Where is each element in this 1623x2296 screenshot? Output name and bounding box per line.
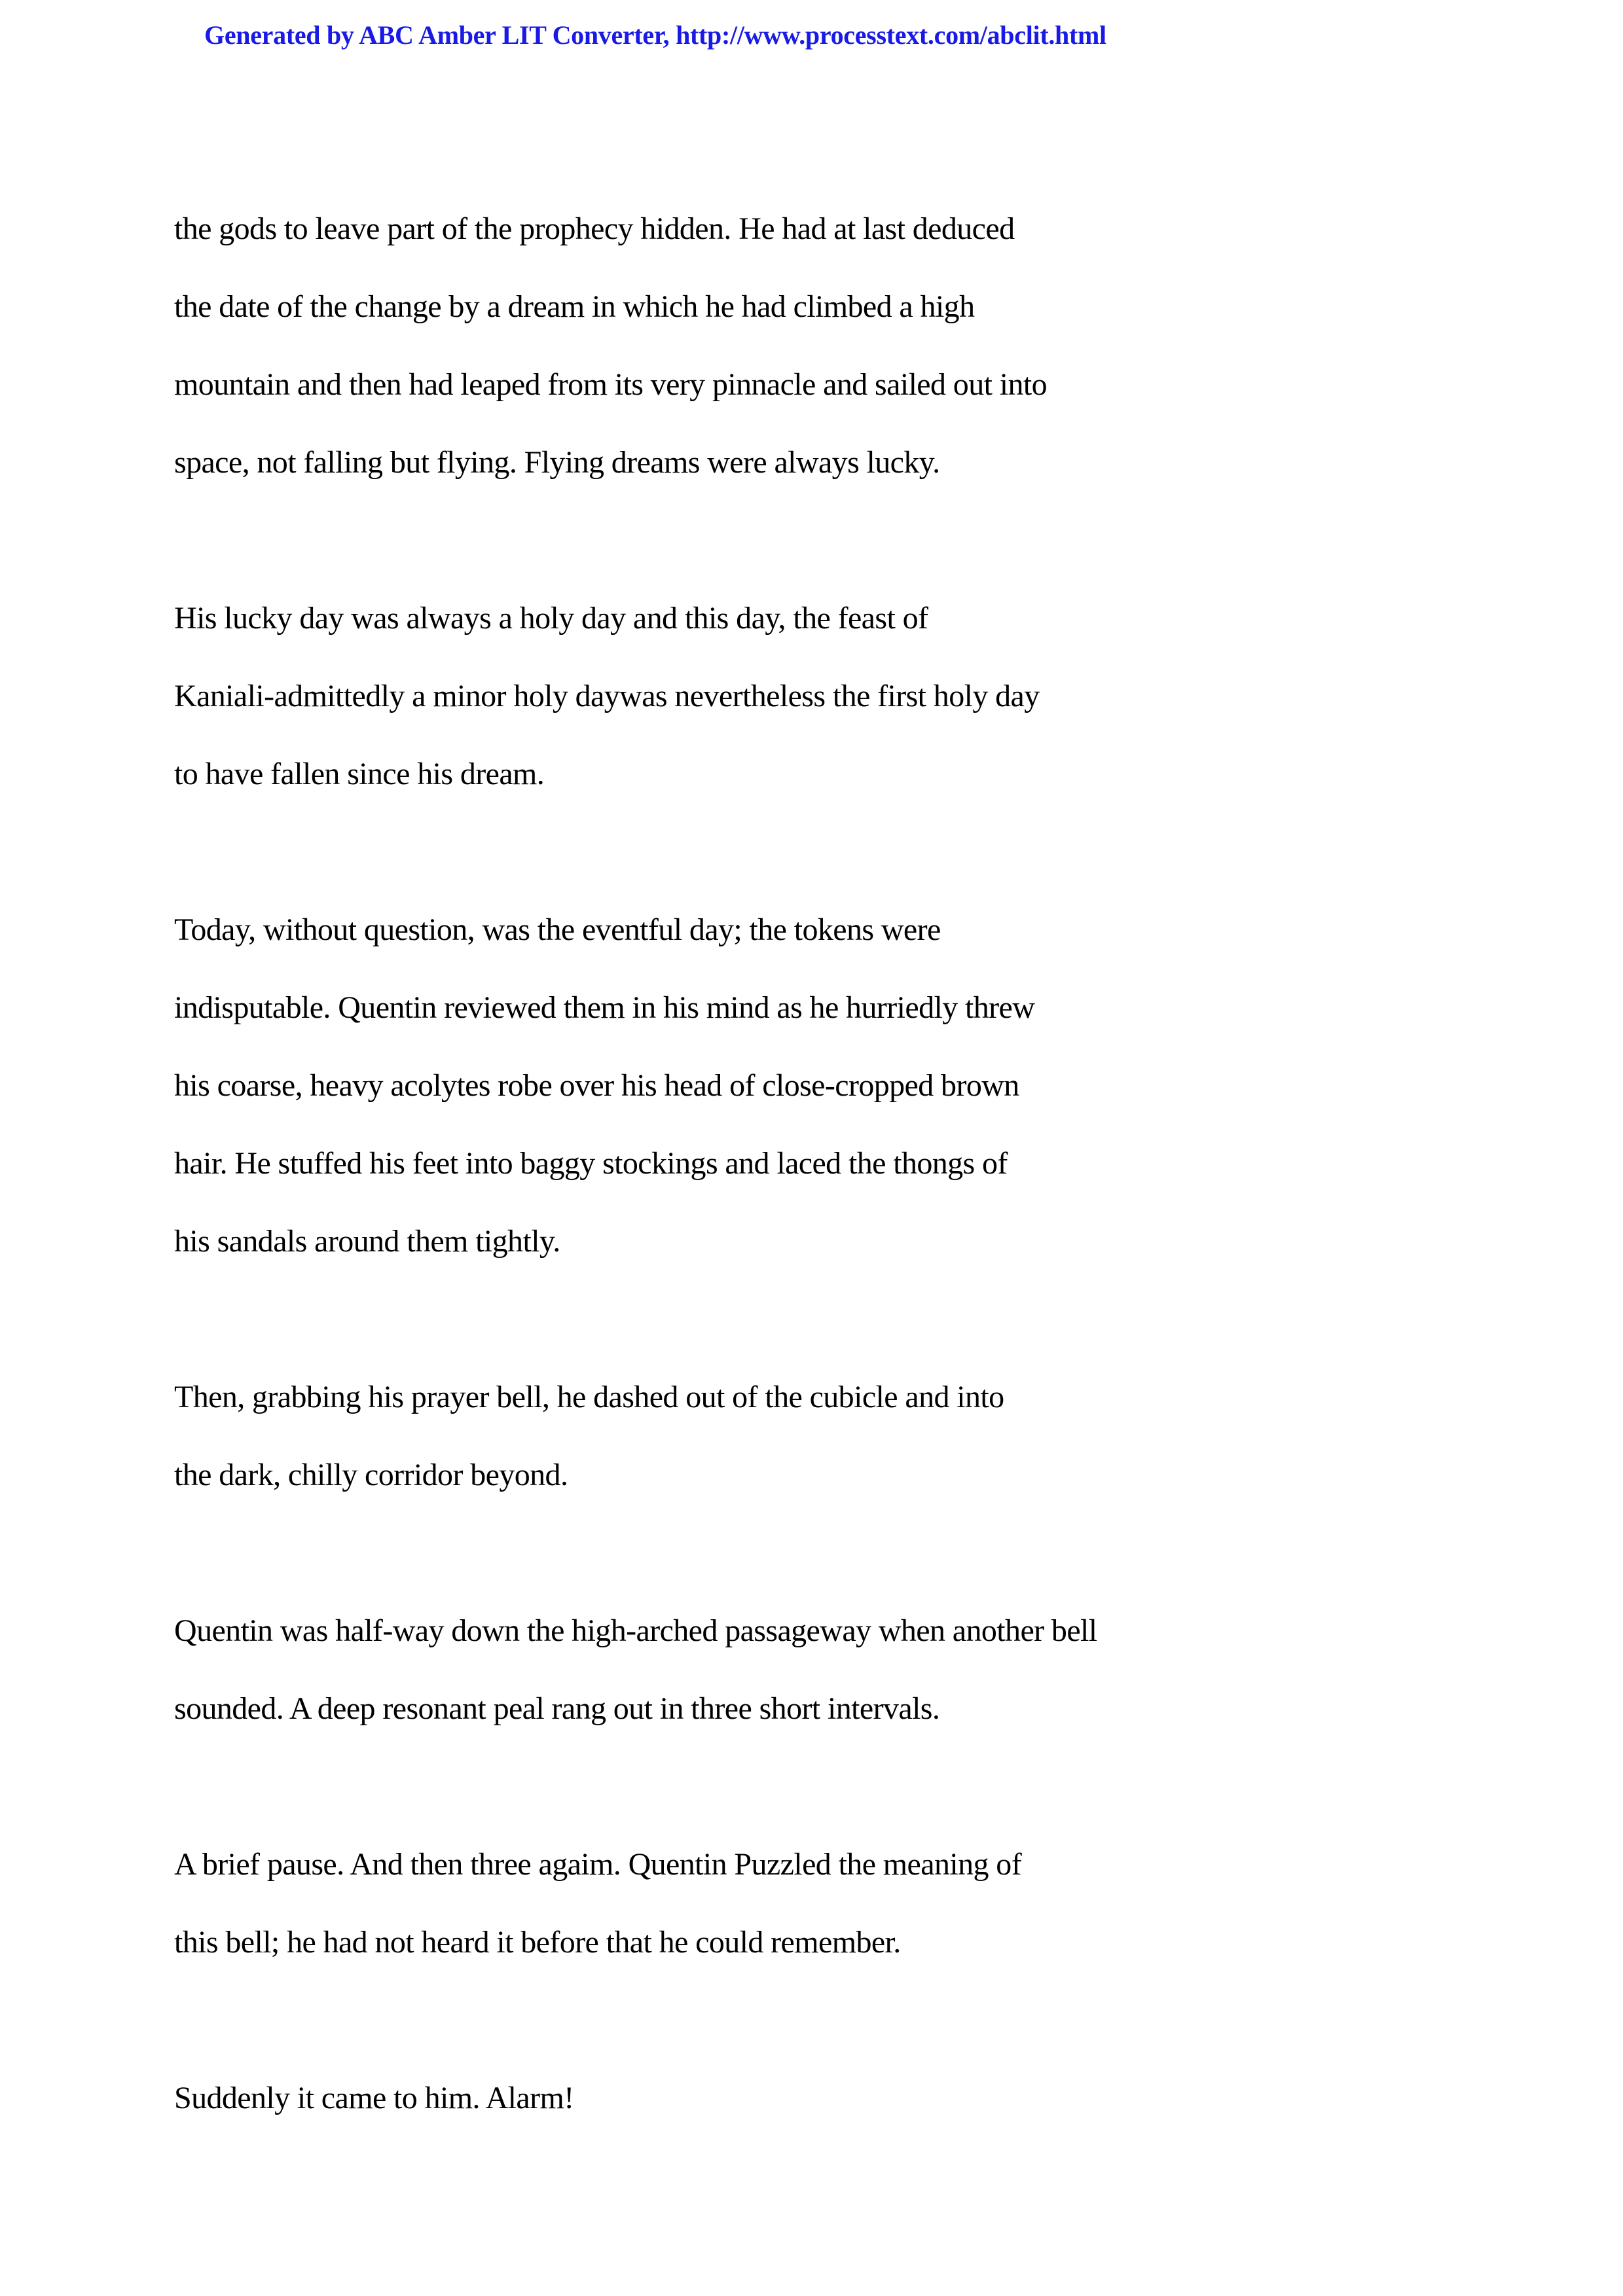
text-line: space, not falling but flying. Flying dreams were always lucky. [174, 445, 940, 480]
paragraph-gap [174, 813, 1353, 891]
paragraph-gap [174, 1280, 1353, 1358]
text-line: the dark, chilly corridor beyond. [174, 1458, 568, 1492]
paragraph-gap [174, 1514, 1353, 1592]
text-line: Suddenly it came to him. Alarm! [174, 2081, 574, 2115]
paragraph-6 [174, 1825, 1353, 1981]
paragraph-3 [174, 891, 1353, 1280]
page-body [174, 190, 1353, 2137]
text-line: this bell; he had not heard it before that he could remember. [174, 1925, 901, 1960]
paragraph-4 [174, 1358, 1353, 1514]
text-line: Quentin was half-way down the high-arched passageway when another bell [174, 1613, 1097, 1648]
text-line: sounded. A deep resonant peal rang out in three short intervals. [174, 1691, 940, 1726]
text-line: Today, without question, was the eventful day; the tokens were [174, 912, 941, 947]
paragraph-gap [174, 1748, 1353, 1825]
paragraph-7 [174, 2059, 1353, 2137]
text-line: hair. He stuffed his feet into baggy stockings and laced the thongs of [174, 1146, 1008, 1181]
paragraph-2 [174, 579, 1353, 813]
paragraph-1 [174, 190, 1353, 501]
text-line: Kaniali-admittedly a minor holy daywas nevertheless the first holy day [174, 679, 1040, 713]
text-line: A brief pause. And then three agaim. Quentin Puzzled the meaning of [174, 1847, 1022, 1882]
text-line: to have fallen since his dream. [174, 757, 545, 791]
paragraph-gap [174, 1981, 1353, 2059]
paragraph-5 [174, 1592, 1353, 1748]
text-line: His lucky day was always a holy day and this day, the feast of [174, 601, 928, 636]
text-line: Then, grabbing his prayer bell, he dashed out of the cubicle and into [174, 1380, 1004, 1414]
text-line: his coarse, heavy acolytes robe over his head of close-cropped brown [174, 1068, 1019, 1103]
converter-header-link[interactable]: Generated by ABC Amber LIT Converter, http://www.processtext.com/abclit.html [204, 20, 1106, 50]
text-line: the date of the change by a dream in which he had climbed a high [174, 289, 975, 324]
text-line: the gods to leave part of the prophecy hidden. He had at last deduced [174, 211, 1015, 246]
text-line: mountain and then had leaped from its very pinnacle and sailed out into [174, 367, 1048, 402]
text-line: indisputable. Quentin reviewed them in his mind as he hurriedly threw [174, 990, 1035, 1025]
paragraph-gap [174, 501, 1353, 579]
text-line: his sandals around them tightly. [174, 1224, 560, 1259]
